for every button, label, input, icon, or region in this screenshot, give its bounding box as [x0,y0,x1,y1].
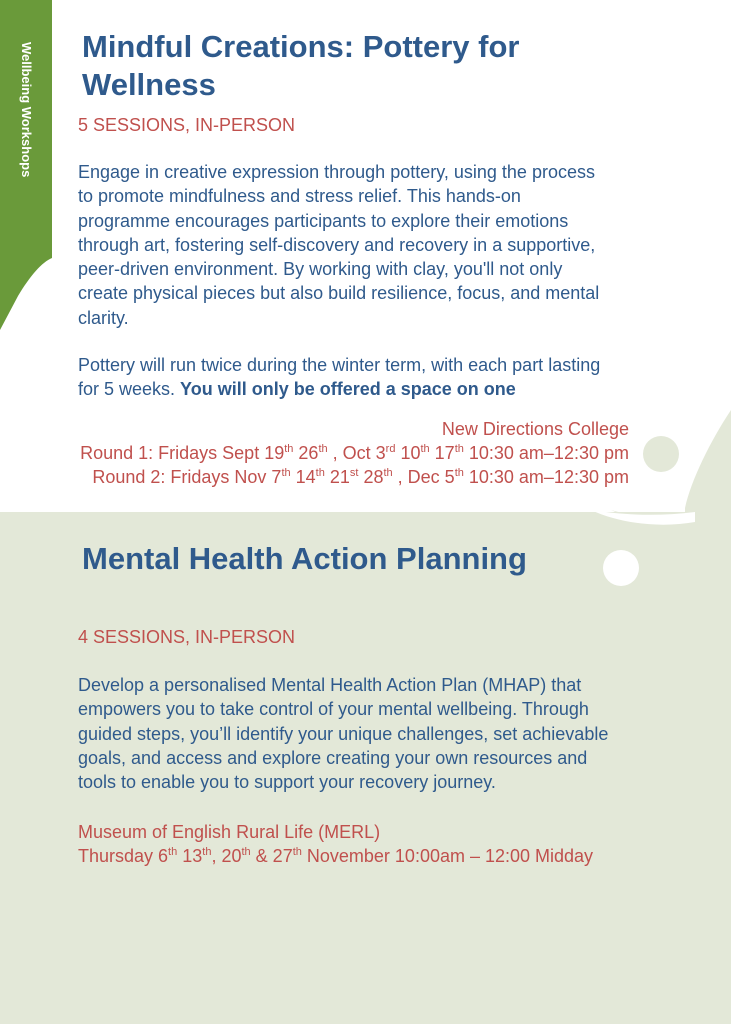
date-text: 28 [358,467,384,487]
pottery-desc-line: clarity. [78,307,129,328]
pottery-round1 [80,441,629,465]
ordinal: th [281,467,291,479]
mhap-desc-line: Develop a personalised Mental Health Action Plan (MHAP) that [78,675,582,695]
pottery-description [78,160,599,330]
ordinal: th [241,846,251,858]
ordinal: th [454,443,464,455]
ordinal: th [292,846,302,858]
date-text: , 20 [211,846,242,866]
ordinal: rd [385,443,396,455]
mhap-title: Mental Health Action Planning [82,541,527,576]
pottery-sessions: 5 SESSIONS, IN-PERSON [78,115,296,135]
date-text: & 27 [250,846,293,866]
ordinal: st [349,467,359,479]
pottery-title [82,28,519,104]
mhap-dates [78,844,593,868]
mhap-desc-line: guided steps, you’ll identify your unique challenges, set achievable [78,723,609,744]
date-text: 26 [293,443,319,463]
pottery-round2 [80,465,629,489]
pottery-desc-line: peer-driven environment. By working with clay, you'll not only [78,259,563,280]
date-text: Round 1: Fridays Sept 19 [80,443,285,463]
pottery-title-line2: Wellness [82,67,216,102]
pottery-note-line: for 5 weeks. [78,379,181,400]
date-text: Thursday 6 [78,846,169,866]
time-text: 10:30 am–12:30 pm [463,443,629,463]
pottery-venue: New Directions College [441,419,629,439]
ordinal: th [318,443,328,455]
ordinal: th [420,443,430,455]
time-text: November 10:00am – 12:00 Midday [301,846,594,866]
pottery-desc-line: Engage in creative expression through pottery, using the process [78,162,595,182]
date-text: , Dec 5 [392,467,455,487]
date-text: 10 [395,443,421,463]
pottery-note-line: Pottery will run twice during the winter term, with each part lasting [78,355,601,375]
ordinal: th [168,846,178,858]
date-text: Round 2: Fridays Nov 7 [92,467,282,487]
pottery-desc-line: create physical pieces but also build resilience, focus, and mental [78,283,600,304]
date-text: 14 [290,467,316,487]
pottery-note-emphasis: You will only be offered a space on one [180,379,516,400]
date-text: 13 [177,846,203,866]
date-text: 21 [324,467,350,487]
mhap-description [78,673,608,794]
pottery-note [78,353,600,402]
pottery-desc-line: to promote mindfulness and stress relief. This hands-on [78,186,521,207]
ordinal: th [454,467,464,479]
date-text: , Oct 3 [327,443,386,463]
pottery-desc-line: through art, fostering self-discovery and recovery in a supportive, [78,234,596,255]
ordinal: th [315,467,325,479]
mhap-venue: Museum of English Rural Life (MERL) [78,822,381,842]
pottery-schedule [80,417,629,489]
mhap-sessions: 4 SESSIONS, IN-PERSON [78,627,296,647]
sidebar-label: Wellbeing Workshops [19,42,34,178]
ordinal: th [284,443,294,455]
time-text: 10:30 am–12:30 pm [463,467,629,487]
pottery-title-line1: Mindful Creations: Pottery for [82,29,520,64]
ordinal: th [383,467,393,479]
mhap-schedule [78,820,593,868]
date-text: 17 [429,443,455,463]
mhap-desc-line: tools to enable you to support your recovery journey. [78,772,496,793]
ordinal: th [202,846,212,858]
mhap-desc-line: empowers you to take control of your mental wellbeing. Through [78,699,589,720]
pottery-desc-line: programme encourages participants to explore their emotions [78,210,569,231]
mhap-desc-line: goals, and access and explore creating your own resources and [78,747,588,768]
